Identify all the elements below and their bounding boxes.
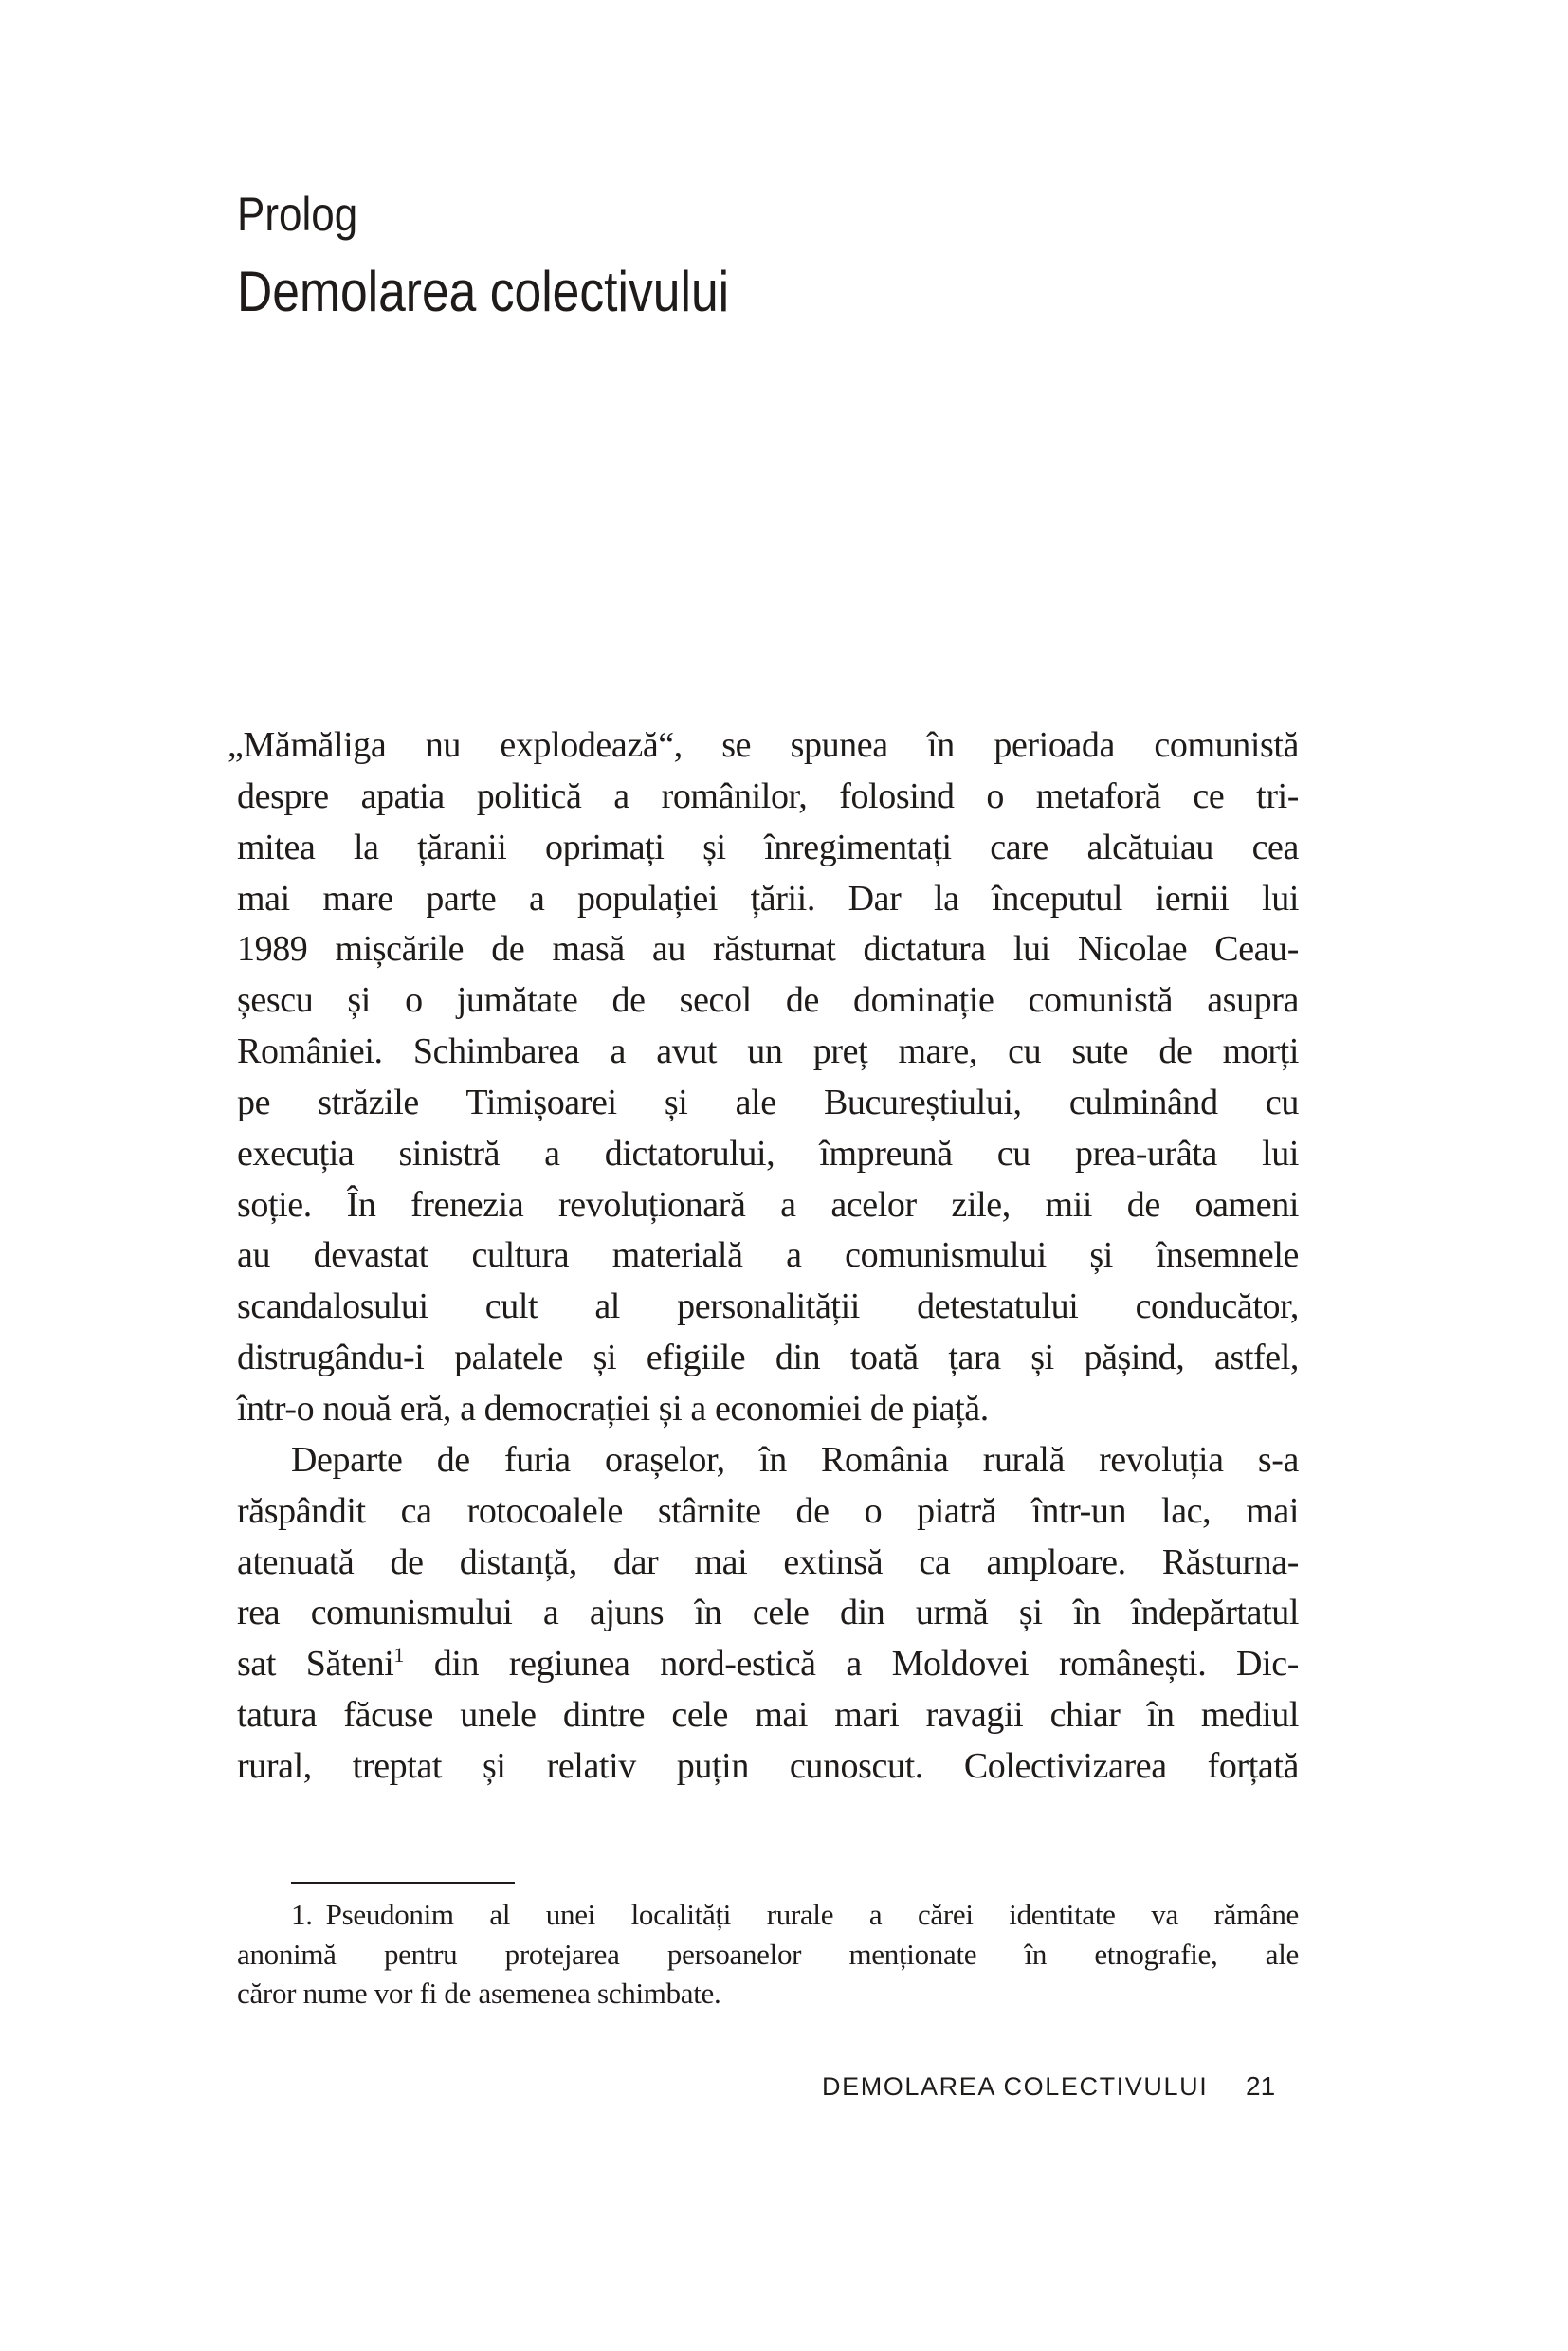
- footnote-number: 1.: [291, 1898, 313, 1931]
- text-line: scandalosului cult al personalității detestatului conducător,: [237, 1286, 1299, 1327]
- text-line: tatura făcuse unele dintre cele mai mari ravagii chiar în mediul: [237, 1695, 1299, 1736]
- running-title: DEMOLAREA COLECTIVULUI: [822, 2072, 1209, 2101]
- footnote-line: căror nume vor fi de asemenea schimbate.: [237, 1977, 721, 2010]
- text-line: despre apatia politică a românilor, folosind o metaforă ce tri-: [237, 775, 1299, 816]
- text-line: șescu și o jumătate de secol de dominație comunistă asupra: [237, 980, 1299, 1021]
- paragraph-2: [237, 1435, 1299, 1793]
- text-line: 1989 mișcările de masă au răsturnat dictatura lui Nicolae Ceau-: [237, 929, 1299, 970]
- text-line: României. Schimbarea a avut un preț mare, cu sute de morți: [237, 1031, 1299, 1072]
- text-line: au devastat cultura materială a comunismului și însemnele: [237, 1235, 1299, 1276]
- text-line: pe străzile Timișoarei și ale Bucureștiului, culminând cu: [237, 1082, 1299, 1122]
- footnote-line: [237, 1895, 1299, 1935]
- text-line: execuția sinistră a dictatorului, împreună cu prea-urâta lui: [237, 1133, 1299, 1174]
- text-line: soție. În frenezia revoluționară a acelor zile, mii de oameni: [237, 1184, 1299, 1225]
- text-line: mitea la țăranii oprimați și înregimentați care alcătuiau cea: [237, 827, 1299, 867]
- paragraph-1: [228, 720, 1299, 1435]
- footnote-text: Pseudonim al unei localități rurale a cărei identitate va rămâne: [325, 1898, 1299, 1931]
- text-line: rea comunismului a ajuns în cele din urmă și în îndepărtatul: [237, 1593, 1299, 1633]
- text-line: distrugându-i palatele și efigiile din toată țara și pășind, astfel,: [237, 1338, 1299, 1378]
- running-footer: [822, 2070, 1277, 2103]
- text-line: într-o nouă eră, a democrației și a economiei de piață.: [237, 1388, 989, 1429]
- chapter-title: Demolarea colectivului: [237, 260, 730, 323]
- text-line: răspândit ca rotocoalele stârnite de o piatră într-un lac, mai: [237, 1490, 1299, 1531]
- text-line: atenuată de distanță, dar mai extinsă ca amploare. Răsturna-: [237, 1541, 1299, 1582]
- text-line: rural, treptat și relativ puțin cunoscut. Colectivizarea forțată: [237, 1745, 1299, 1786]
- text-fragment: din regiunea nord-estică a Moldovei românești. Dic-: [433, 1644, 1299, 1685]
- footnote-line: anonimă pentru protejarea persoanelor menționate în etnografie, ale: [237, 1937, 1299, 1971]
- footnotes: [237, 1895, 1299, 2014]
- footnote-reference[interactable]: 1: [393, 1643, 404, 1668]
- body-text: [228, 720, 1299, 1793]
- chapter-label: Prolog: [237, 188, 358, 241]
- text-line: mai mare parte a populației țării. Dar la începutul iernii lui: [237, 878, 1299, 919]
- text-line: Departe de furia orașelor, în România rurală revoluția s-a: [291, 1439, 1299, 1480]
- page-number: 21: [1246, 2071, 1276, 2101]
- footnote-divider: [291, 1882, 515, 1884]
- text-line: [237, 1639, 1299, 1690]
- text-line: „Mămăliga nu explodează“, se spunea în perioada comunistă: [228, 725, 1299, 765]
- text-fragment: sat Săteni: [237, 1644, 394, 1685]
